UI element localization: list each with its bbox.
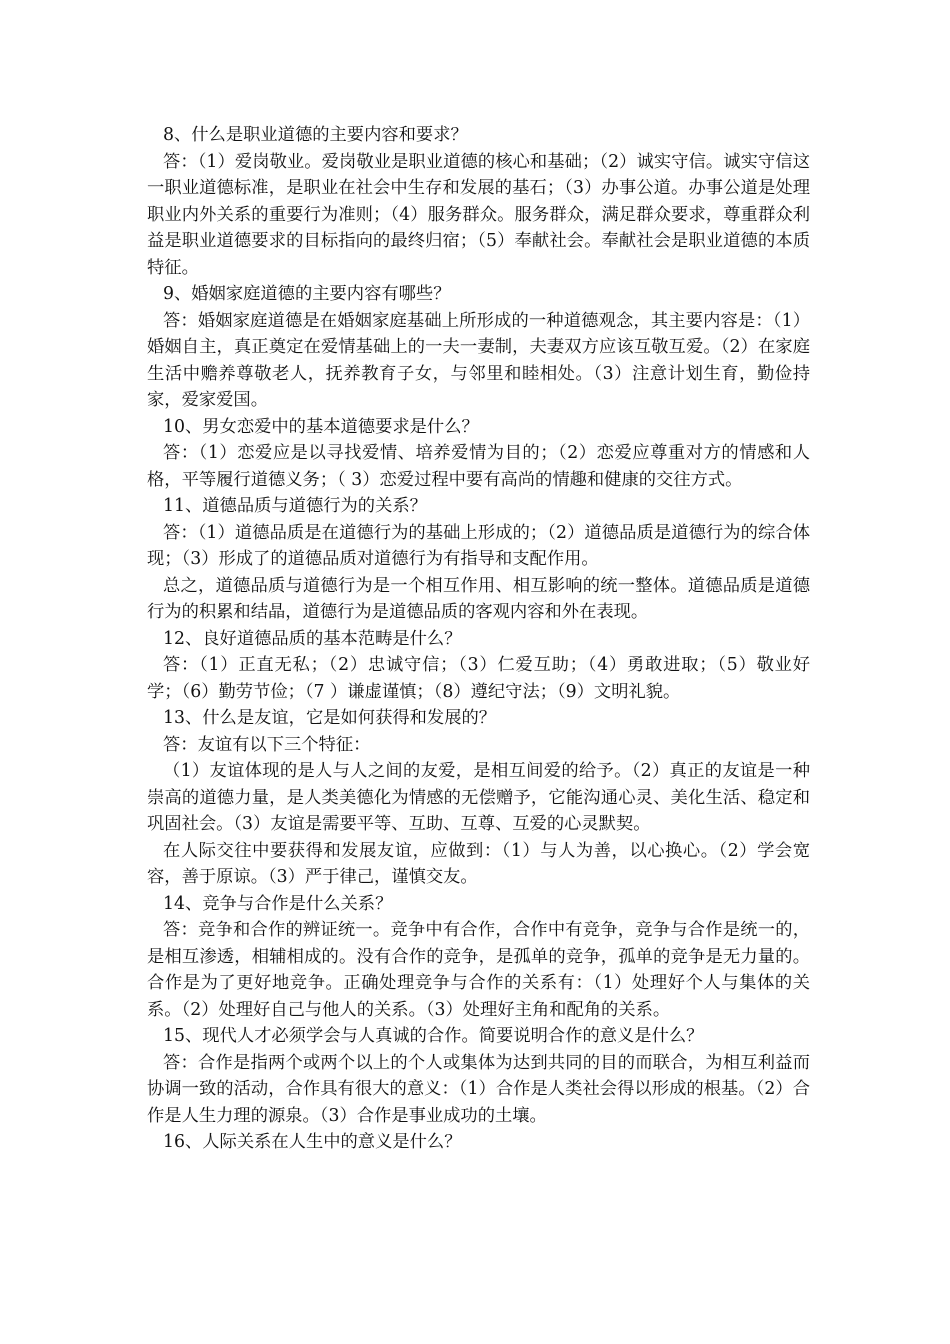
question-heading: 9、婚姻家庭道德的主要内容有哪些？ <box>163 284 451 304</box>
answer-paragraph: 答：友谊有以下三个特征： <box>163 734 371 755</box>
question-heading: 12、良好道德品质的基本范畴是什么？ <box>163 628 462 649</box>
question-heading: 10、男女恋爱中的基本道德要求是什么？ <box>163 416 479 437</box>
question-heading: 8、什么是职业道德的主要内容和要求？ <box>163 125 468 145</box>
question-heading: 13、什么是友谊，它是如何获得和发展的？ <box>163 708 497 728</box>
answer-paragraph: 答：合作是指两个或两个以上的个人或集体为达到共同的目的而联合，为相互利益而协调一致的活动，合作具有很大的意义：（1）合作是人类社会得以形成的根基。（2）合作是人生力理的源泉。（3）合作是事业成功的土壤。 <box>147 1052 810 1126</box>
answer-paragraph: 总之，道德品质与道德行为是一个相互作用、相互影响的统一整体。道德品质是道德行为的积累和结晶，道德行为是道德品质的客观内容和外在表现。 <box>147 575 810 622</box>
answer-paragraph: 在人际交往中要获得和发展友谊，应做到：（1）与人为善，以心换心。（2）学会宽容，善于原谅。（3）严于律己，谨慎交友。 <box>147 840 810 887</box>
document-page <box>147 122 810 1156</box>
answer-paragraph: 答：（1）道德品质是在道德行为的基础上形成的；（2）道德品质是道德行为的综合体现；（3）形成了的道德品质对道德行为有指导和支配作用。 <box>147 522 810 569</box>
answer-paragraph: 答：婚姻家庭道德是在婚姻家庭基础上所形成的一种道德观念，其主要内容是：（1）婚姻自主，真正奠定在爱情基础上的一夫一妻制，夫妻双方应该互敬互爱。（2）在家庭生活中赡养尊敬老人，抚养教育子女，与邻里和睦相处。（3）注意计划生育，勤俭持家，爱家爱国。 <box>147 310 810 410</box>
answer-paragraph: 答：（1）爱岗敬业。爱岗敬业是职业道德的核心和基础；（2）诚实守信。诚实守信这一职业道德标准，是职业在社会中生存和发展的基石；（3）办事公道。办事公道是处理职业内外关系的重要行为准则；（4）服务群众。服务群众，满足群众要求，尊重群众利益是职业道德要求的目标指向的最终归宿；（5）奉献社会。奉献社会是职业道德的本质特征。 <box>147 151 810 278</box>
answer-paragraph: 答：（1）正直无私；（2）忠诚守信；（3）仁爱互助；（4）勇敢进取；（5）敬业好学；（6）勤劳节俭；（7 ）谦虚谨慎；（8）遵纪守法；（9）文明礼貌。 <box>147 655 810 702</box>
question-heading: 15、现代人才必须学会与人真诚的合作。简要说明合作的意义是什么？ <box>163 1026 704 1046</box>
question-heading: 14、竞争与合作是什么关系？ <box>163 893 393 914</box>
answer-paragraph: 答：竞争和合作的辨证统一。竞争中有合作，合作中有竞争，竞争与合作是统一的，是相互渗透，相辅相成的。没有合作的竞争，是孤单的竞争，孤单的竞争是无力量的。合作是为了更好地竞争。正确处理竞争与合作的关系有：（1）处理好个人与集体的关系。（2）处理好自己与他人的关系。（3）处理好主角和配角的关系。 <box>147 920 810 1020</box>
answer-paragraph: 答：（1）恋爱应是以寻找爱情、培养爱情为目的；（2）恋爱应尊重对方的情感和人格，平等履行道德义务；（ 3）恋爱过程中要有高尚的情趣和健康的交往方式。 <box>147 443 810 490</box>
question-heading: 11、道德品质与道德行为的关系？ <box>163 496 427 516</box>
question-heading: 16、人际关系在人生中的意义是什么？ <box>163 1132 462 1152</box>
answer-paragraph: （1）友谊体现的是人与人之间的友爱，是相互间爱的给予。（2）真正的友谊是一种崇高的道德力量，是人类美德化为情感的无偿赠予，它能沟通心灵、美化生活、稳定和巩固社会。（3）友谊是需要平等、互助、互尊、互爱的心灵默契。 <box>147 761 810 834</box>
